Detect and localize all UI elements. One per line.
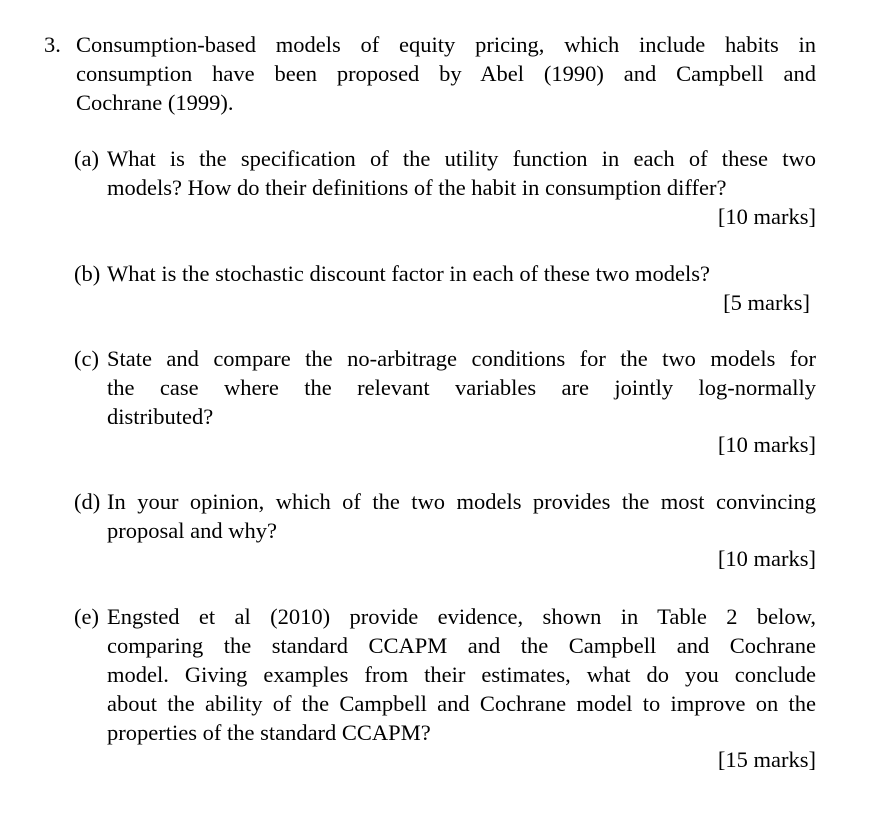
part-line: What is the specification of the utility function in each of these two bbox=[107, 146, 816, 171]
part-e-text bbox=[107, 602, 816, 747]
stem-line: Consumption-based models of equity pricing, which include habits in bbox=[76, 32, 816, 57]
part-d-text bbox=[107, 487, 816, 545]
part-b-text bbox=[107, 259, 816, 288]
part-line: comparing the standard CCAPM and the Campbell and Cochrane bbox=[107, 633, 816, 658]
part-c-text bbox=[107, 344, 816, 431]
part-d-label: (d) bbox=[74, 489, 101, 514]
part-c-marks: [10 marks] bbox=[717, 432, 816, 457]
part-line: What is the stochastic discount factor in each of these two models? bbox=[107, 261, 710, 286]
part-line: proposal and why? bbox=[107, 518, 277, 543]
part-line: distributed? bbox=[107, 404, 214, 429]
stem-line: Cochrane (1999). bbox=[76, 90, 234, 115]
part-line: In your opinion, which of the two models provides the most convincing bbox=[107, 489, 816, 514]
part-line: properties of the standard CCAPM? bbox=[107, 720, 431, 745]
part-c-label: (c) bbox=[74, 346, 99, 371]
part-line: the case where the relevant variables are jointly log-normally bbox=[107, 375, 816, 400]
part-d-marks: [10 marks] bbox=[717, 546, 816, 571]
part-b-label: (b) bbox=[74, 261, 101, 286]
part-a-label: (a) bbox=[74, 146, 99, 171]
part-line: models? How do their definitions of the habit in consumption differ? bbox=[107, 175, 727, 200]
part-e-marks: [15 marks] bbox=[717, 747, 816, 772]
part-e-label: (e) bbox=[74, 604, 99, 629]
part-a-marks: [10 marks] bbox=[717, 204, 816, 229]
part-line: Engsted et al (2010) provide evidence, shown in Table 2 below, bbox=[107, 604, 816, 629]
part-line: model. Giving examples from their estimates, what do you conclude bbox=[107, 662, 816, 687]
part-line: about the ability of the Campbell and Cochrane model to improve on the bbox=[107, 691, 816, 716]
question-stem bbox=[76, 30, 816, 117]
stem-line: consumption have been proposed by Abel (1990) and Campbell and bbox=[76, 61, 816, 86]
question-number: 3. bbox=[44, 32, 61, 57]
part-a-text bbox=[107, 144, 816, 202]
part-line: State and compare the no-arbitrage conditions for the two models for bbox=[107, 346, 816, 371]
part-b-marks: [5 marks] bbox=[723, 290, 810, 315]
